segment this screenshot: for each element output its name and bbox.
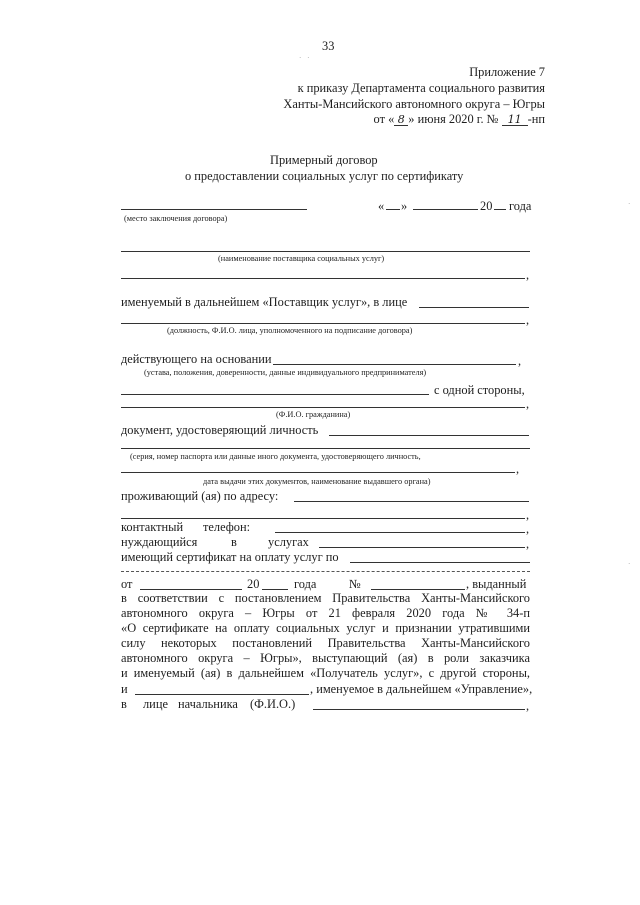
id-document: документ, удостоверяющий личность — [121, 423, 319, 437]
para-l1-from: от — [121, 577, 133, 591]
contact-label-1: контактный — [121, 520, 184, 534]
year-blank — [494, 209, 506, 210]
scan-speckle: · — [628, 560, 633, 568]
appendix-line-2: к приказу Департамента социального развития — [297, 81, 545, 95]
comma: , — [526, 537, 530, 551]
para-line-5: силу некоторых постановлений Правительства Ханты-Мансийского — [121, 636, 530, 650]
cert-blank-2 — [121, 571, 530, 572]
para-l9-head: начальника — [178, 697, 238, 711]
head-name-blank — [313, 709, 525, 710]
id-document-blank-2 — [121, 448, 530, 449]
official-caption: (должность, Ф.И.О. лица, уполномоченного на подписание договора) — [167, 326, 413, 335]
scan-speckle: · — [628, 200, 633, 208]
citizen-caption: (Ф.И.О. гражданина) — [276, 410, 351, 419]
appendix-date-prefix: от « — [373, 112, 395, 126]
para-line-4: «О сертификате на оплату социальных услуг и признании утратившими — [121, 621, 530, 635]
doc-caption-2: дата выдачи этих документов, наименование выдавшего органа) — [203, 477, 431, 486]
para-line-7: и именуемый (ая) в дальнейшем «Получатель услуг», с другой стороны, — [121, 666, 530, 680]
title-line-1: Примерный договор — [270, 153, 378, 167]
appendix-date-line — [374, 113, 545, 126]
provider-blank-2 — [121, 278, 525, 279]
citizen-blank — [121, 407, 525, 408]
doc-blank-3 — [121, 472, 515, 473]
residing: проживающий (ая) по адресу: — [121, 489, 279, 503]
appendix-line-1: Приложение 7 — [469, 65, 545, 79]
para-l1-year-prefix: 20 — [247, 577, 260, 591]
para-l1-issued: , выданный — [466, 577, 527, 591]
date-open-quote: « — [378, 199, 385, 213]
provider-named: именуемый в дальнейшем «Поставщик услуг», в лице — [121, 295, 408, 309]
page-number: 33 — [322, 39, 335, 53]
place-blank — [121, 209, 307, 210]
address-blank — [294, 501, 529, 502]
basis-blank — [273, 364, 516, 365]
para-l1-year-word: года — [294, 577, 317, 591]
year-suffix: года — [509, 199, 532, 213]
comma: , — [516, 462, 520, 476]
provider-caption: (наименование поставщика социальных услуг) — [218, 254, 385, 263]
para-l8-and: и — [121, 682, 128, 696]
representative-blank — [419, 307, 529, 308]
para-l1-year-blank — [262, 589, 288, 590]
para-l8-blank — [135, 694, 309, 695]
para-line-3: автономного округа – Югры от 21 февраля 2020 года № 34-п — [121, 606, 530, 620]
appendix-suffix: -нп — [527, 112, 545, 126]
para-line-6: автономного округа – Югры», выступающий (ая) в роли заказчика — [121, 651, 530, 665]
month-blank — [413, 209, 478, 210]
provider-blank — [121, 251, 530, 252]
citizen-prep-blank — [121, 394, 429, 395]
para-l1-number-blank — [371, 589, 465, 590]
para-l9-fio: (Ф.И.О.) — [250, 697, 296, 711]
comma: , — [526, 522, 530, 536]
para-l9-face: лице — [143, 697, 168, 711]
date-close-quote: » — [401, 199, 408, 213]
para-l8-named: , именуемое в дальнейшем «Управление», — [310, 682, 533, 696]
appendix-line-3: Ханты-Мансийского автономного округа – Югры — [283, 97, 545, 111]
day-blank — [386, 209, 400, 210]
needing-1: нуждающийся — [121, 535, 198, 549]
phone-blank — [275, 532, 525, 533]
official-blank — [121, 323, 525, 324]
one-side: с одной стороны, — [434, 383, 525, 397]
para-line-2: в соответствии с постановлением Правительства Ханты-Мансийского — [121, 591, 530, 605]
comma: , — [526, 313, 530, 327]
comma: , — [526, 268, 530, 282]
needing-2: в — [231, 535, 237, 549]
para-l9-in: в — [121, 697, 127, 711]
id-document-blank — [329, 435, 529, 436]
services-blank — [319, 547, 525, 548]
cert-blank — [350, 562, 530, 563]
para-l1-date-blank — [140, 589, 242, 590]
comma: , — [518, 354, 522, 368]
comma: , — [526, 699, 530, 713]
para-l1-number-sign: № — [349, 577, 361, 591]
comma: , — [526, 508, 530, 522]
basis-caption: (устава, положения, доверенности, данные индивидуального предпринимателя) — [144, 368, 427, 377]
scan-speckle: · · — [299, 54, 312, 62]
doc-caption-1: (серия, номер паспорта или данные иного документа, удостоверяющего личность, — [130, 452, 421, 461]
comma: , — [526, 397, 530, 411]
needing-3: услугах — [268, 535, 309, 549]
place-caption: (место заключения договора) — [124, 214, 228, 223]
title-line-2: о предоставлении социальных услуг по сертификату — [185, 169, 464, 183]
contact-label-2: телефон: — [203, 520, 251, 534]
appendix-day-handwritten: 8 — [394, 114, 408, 126]
acting-basis: действующего на основании — [121, 352, 272, 366]
year-prefix: 20 — [480, 199, 493, 213]
appendix-number-handwritten: 11 — [502, 114, 528, 126]
cert-holder: имеющий сертификат на оплату услуг по — [121, 550, 339, 564]
address-blank-2 — [121, 518, 525, 519]
appendix-date-middle: » июня 2020 г. № — [408, 112, 499, 126]
